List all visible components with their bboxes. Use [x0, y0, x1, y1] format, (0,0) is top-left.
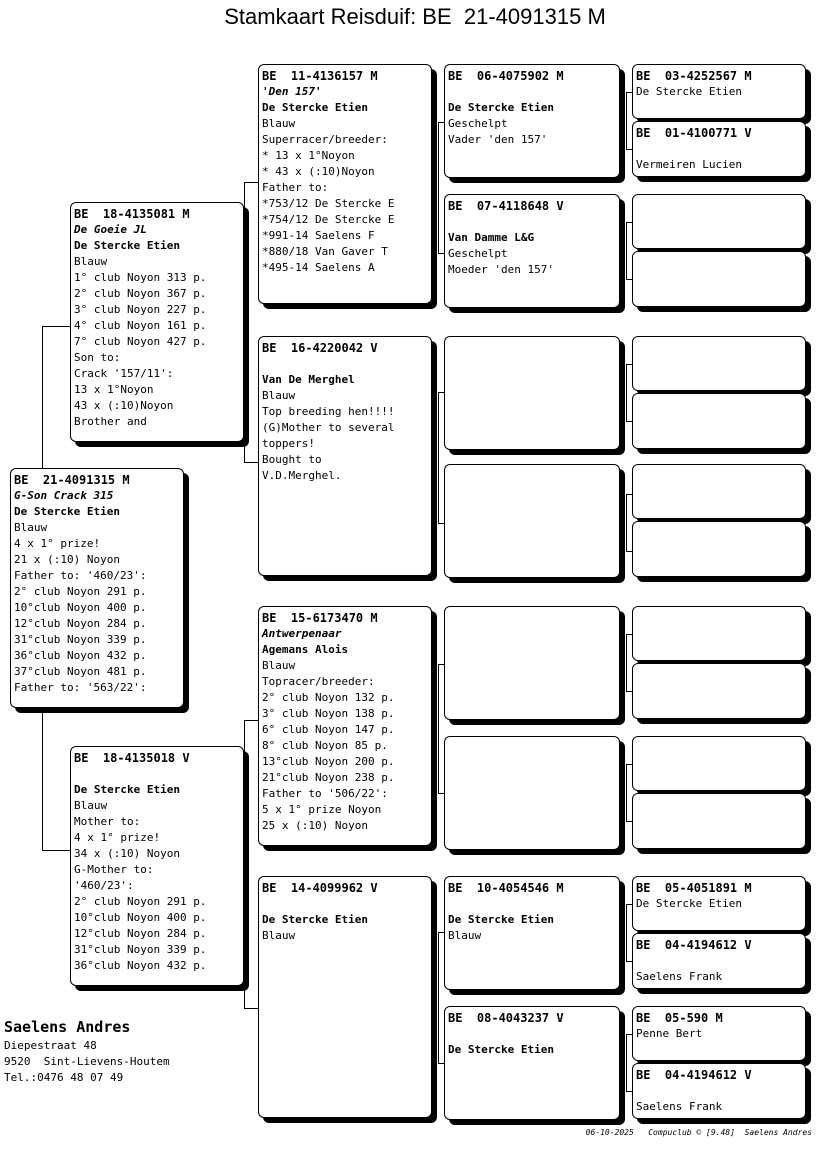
info-line: 36°club Noyon 432 p. [74, 959, 207, 972]
owner-name: Saelens Frank [636, 970, 723, 983]
info-line: Mother to: [74, 815, 141, 828]
pigeon-card-empty [444, 736, 620, 850]
pigeon-card-ddds[interactable] [632, 1006, 806, 1061]
pigeon-card-empty [632, 793, 806, 849]
info-line: 37°club Noyon 481 p. [14, 665, 147, 678]
info-line: 12°club Noyon 284 p. [74, 927, 207, 940]
ring-number: BE 14-4099962 V [262, 881, 378, 895]
pigeon-card-empty [444, 606, 620, 720]
pigeon-card-dddd[interactable] [632, 1063, 806, 1119]
pigeon-card-empty [632, 736, 806, 791]
info-line: 5 x 1° prize Noyon [262, 803, 382, 816]
info-line: 3° club Noyon 138 p. [262, 707, 395, 720]
info-line: 3° club Noyon 227 p. [74, 303, 207, 316]
owner-name: De Stercke Etien [262, 913, 368, 926]
ring-number: BE 07-4118648 V [448, 199, 564, 213]
ring-number: BE 08-4043237 V [448, 1011, 564, 1025]
ring-number: BE 15-6173470 M [262, 611, 378, 625]
pigeon-card-sire[interactable] [70, 202, 244, 442]
pigeon-card-empty [632, 521, 806, 577]
pigeon-card-empty [632, 194, 806, 249]
owner-name: De Stercke Etien [448, 1043, 554, 1056]
pigeon-name [74, 766, 243, 782]
info-line: 13 x 1°Noyon [74, 383, 154, 396]
info-line: V.D.Merghel. [262, 469, 342, 482]
owner-address-block [4, 1016, 170, 1086]
info-line: 12°club Noyon 284 p. [14, 617, 147, 630]
pigeon-name [448, 84, 619, 100]
info-line: 8° club Noyon 85 p. [262, 739, 388, 752]
owner-phone: Tel.:0476 48 07 49 [4, 1071, 124, 1084]
ring-number: BE 06-4075902 M [448, 69, 564, 83]
info-line: Blauw [448, 929, 482, 942]
pigeon-card-empty [632, 336, 806, 391]
pigeon-card-empty [632, 393, 806, 449]
info-line: 13°club Noyon 200 p. [262, 755, 395, 768]
pigeon-name: Antwerpenaar [262, 627, 342, 640]
pigeon-card-ddss[interactable] [632, 876, 806, 931]
owner-name: Agemans Alois [262, 643, 349, 656]
connector [244, 462, 258, 464]
ring-number: BE 11-4136157 M [262, 69, 378, 83]
pigeon-card-dam[interactable] [70, 746, 244, 986]
info-line: Topracer/breeder: [262, 675, 375, 688]
owner-name: De Stercke Etien [636, 85, 742, 98]
info-line: toppers! [262, 437, 315, 450]
info-line: 4° club Noyon 161 p. [74, 319, 207, 332]
pigeon-card-sss[interactable] [444, 64, 620, 178]
pigeon-card-empty [444, 336, 620, 450]
ring-number: BE 04-4194612 V [636, 1068, 752, 1082]
ring-number: BE 16-4220042 V [262, 341, 378, 355]
pigeon-name [448, 896, 619, 912]
owner-name: Vermeiren Lucien [636, 158, 742, 171]
info-line: * 43 x (:10)Noyon [262, 165, 375, 178]
owner-street: Diepestraat 48 [4, 1039, 97, 1052]
pigeon-card-sire-dam[interactable] [258, 336, 432, 576]
info-line: Geschelpt [448, 247, 508, 260]
info-line: 6° club Noyon 147 p. [262, 723, 395, 736]
footer-credit: 06-10-2025 Compuclub © [9.48] Saelens Andres [585, 1128, 812, 1137]
connector [244, 720, 259, 1008]
owner-name: Saelens Andres [4, 1018, 131, 1036]
info-line: 34 x (:10) Noyon [74, 847, 180, 860]
info-line: Blauw [262, 929, 296, 942]
info-line: Father to: [262, 181, 329, 194]
ring-number: BE 01-4100771 V [636, 126, 752, 140]
info-line: 2° club Noyon 132 p. [262, 691, 395, 704]
pigeon-card-empty [632, 663, 806, 719]
pigeon-card-ddsd[interactable] [632, 933, 806, 989]
pigeon-card-empty [444, 464, 620, 578]
info-line: 1° club Noyon 313 p. [74, 271, 207, 284]
pigeon-name: G-Son Crack 315 [14, 489, 114, 502]
info-line: 25 x (:10) Noyon [262, 819, 368, 832]
owner-name: Van De Merghel [262, 373, 355, 386]
info-line: (G)Mother to several [262, 421, 395, 434]
owner-name: De Stercke Etien [636, 897, 742, 910]
owner-name: De Stercke Etien [74, 783, 180, 796]
info-line: 2° club Noyon 367 p. [74, 287, 207, 300]
info-line: Blauw [14, 521, 48, 534]
info-line: 4 x 1° prize! [14, 537, 101, 550]
pigeon-card-empty [632, 464, 806, 519]
info-line: 4 x 1° prize! [74, 831, 161, 844]
owner-name: Van Damme L&G [448, 231, 535, 244]
pigeon-card-dam-sire[interactable] [258, 606, 432, 846]
connector [42, 712, 71, 851]
ring-number: BE 05-590 M [636, 1011, 723, 1025]
info-line: 21°club Noyon 238 p. [262, 771, 395, 784]
page-title: Stamkaart Reisduif: BE 21-4091315 M [224, 4, 606, 29]
info-line: 21 x (:10) Noyon [14, 553, 120, 566]
connector [244, 1008, 258, 1010]
info-line: * 13 x 1°Noyon [262, 149, 355, 162]
pigeon-name [448, 214, 619, 230]
pigeon-card-subject[interactable] [10, 468, 184, 708]
ring-number: BE 05-4051891 M [636, 881, 752, 895]
blank-line [636, 141, 805, 157]
info-line: 7° club Noyon 427 p. [74, 335, 207, 348]
pigeon-card-ssd[interactable] [444, 194, 620, 308]
info-line: 2° club Noyon 291 p. [14, 585, 147, 598]
ring-number: BE 18-4135018 V [74, 751, 190, 765]
pigeon-card-dam-dam[interactable] [258, 876, 432, 1118]
info-line: *754/12 De Stercke E [262, 213, 395, 226]
owner-name: De Stercke Etien [448, 101, 554, 114]
info-line: Blauw [74, 255, 108, 268]
pigeon-card-empty [632, 606, 806, 661]
pigeon-card-sssd[interactable] [632, 121, 806, 177]
blank-line [636, 953, 805, 969]
pigeon-name [448, 1026, 619, 1042]
owner-name: Saelens Frank [636, 1100, 723, 1113]
owner-name: De Stercke Etien [14, 505, 120, 518]
pigeon-name: 'Den 157' [262, 85, 322, 98]
info-line: *495-14 Saelens A [262, 261, 375, 274]
pigeon-card-dds[interactable] [444, 876, 620, 990]
info-line: Geschelpt [448, 117, 508, 130]
pigeon-name [262, 896, 431, 912]
pigeon-name: De Goeie JL [74, 223, 147, 236]
info-line: Blauw [262, 389, 296, 402]
info-line: Top breeding hen!!!! [262, 405, 395, 418]
info-line: Superracer/breeder: [262, 133, 388, 146]
info-line: '460/23': [74, 879, 134, 892]
info-line: 2° club Noyon 291 p. [74, 895, 207, 908]
info-line: 36°club Noyon 432 p. [14, 649, 147, 662]
info-line: 10°club Noyon 400 p. [14, 601, 147, 614]
info-line: Bought to [262, 453, 322, 466]
owner-city: 9520 Sint-Lievens-Houtem [4, 1055, 170, 1068]
ring-number: BE 18-4135081 M [74, 207, 190, 221]
info-line: Blauw [262, 117, 296, 130]
ring-number: BE 21-4091315 M [14, 473, 130, 487]
info-line: *753/12 De Stercke E [262, 197, 395, 210]
connector [42, 326, 71, 469]
info-line: *880/18 Van Gaver T [262, 245, 388, 258]
pigeon-card-ssss[interactable] [632, 64, 806, 119]
info-line: Father to: '563/22': [14, 681, 147, 694]
info-line: Blauw [262, 659, 296, 672]
pigeon-name [262, 356, 431, 372]
info-line: Moeder 'den 157' [448, 263, 554, 276]
ring-number: BE 03-4252567 M [636, 69, 752, 83]
pigeon-card-sire-sire[interactable] [258, 64, 432, 304]
info-line: *991-14 Saelens F [262, 229, 375, 242]
info-line: 43 x (:10)Noyon [74, 399, 174, 412]
ring-number: BE 04-4194612 V [636, 938, 752, 952]
owner-name: De Stercke Etien [74, 239, 180, 252]
connector [244, 182, 259, 462]
pigeon-card-empty [632, 251, 806, 307]
info-line: Vader 'den 157' [448, 133, 548, 146]
info-line: Son to: [74, 351, 121, 364]
pigeon-card-ddd[interactable] [444, 1006, 620, 1120]
info-line: 31°club Noyon 339 p. [74, 943, 207, 956]
owner-name: De Stercke Etien [448, 913, 554, 926]
ring-number: BE 10-4054546 M [448, 881, 564, 895]
connector [244, 182, 258, 184]
connector [244, 720, 258, 722]
info-line: 10°club Noyon 400 p. [74, 911, 207, 924]
info-line: Brother and [74, 415, 147, 428]
blank-line [636, 1083, 805, 1099]
info-line: Crack '157/11': [74, 367, 174, 380]
info-line: Blauw [74, 799, 108, 812]
info-line: G-Mother to: [74, 863, 154, 876]
info-line: 31°club Noyon 339 p. [14, 633, 147, 646]
info-line: Father to: '460/23': [14, 569, 147, 582]
owner-name: De Stercke Etien [262, 101, 368, 114]
info-line: Father to '506/22': [262, 787, 388, 800]
owner-name: Penne Bert [636, 1027, 703, 1040]
